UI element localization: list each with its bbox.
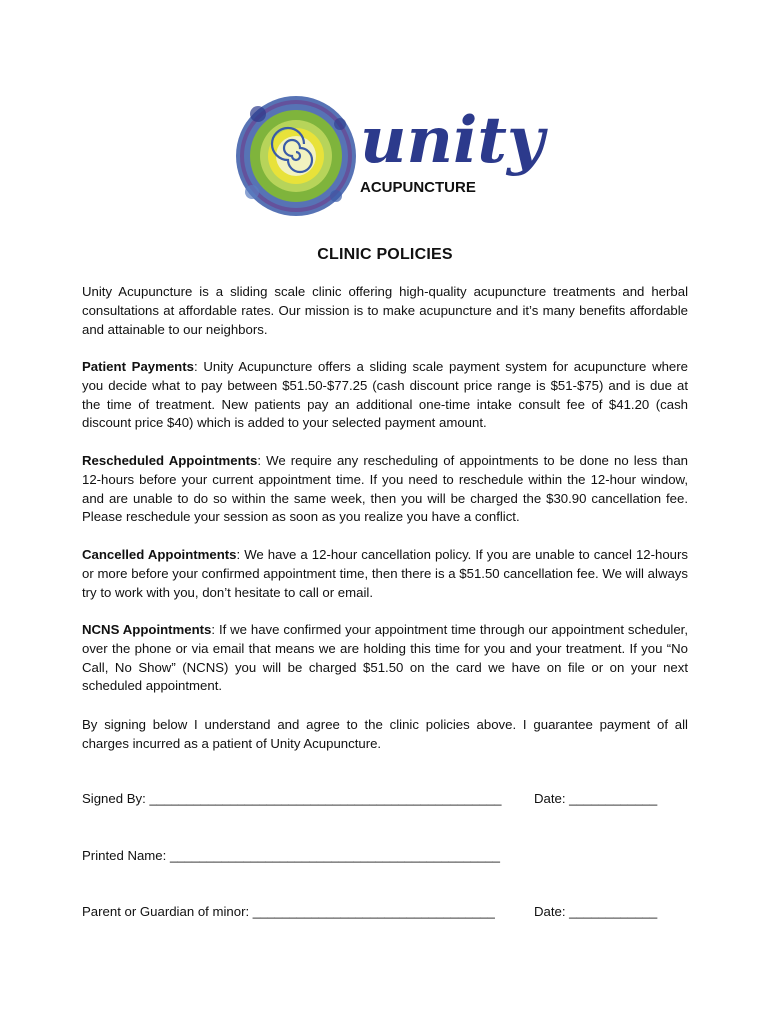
printed-name-field[interactable]: Printed Name: _____________________________________________ bbox=[82, 848, 500, 863]
ncns-text: : If we have confirmed your appointment time through our appointment scheduler, over the phone or via email that means we are holding this time for you and your treatment. If you “No Call, No Show” (NCNS) you will be charged $51.50 on the card we have on file or on your next scheduled appointment. bbox=[82, 622, 688, 694]
logo-subtitle: ACUPUNCTURE bbox=[360, 179, 476, 196]
rescheduled-text: : We require any rescheduling of appointments to be done no less than 12-hours before your current appointment time. If you need to reschedule within the 12-hour window, and are unable to do so within the same week, then you will be charged the $30.90 cancellation fee. Please reschedule your session as soon as you realize you have a conflict. bbox=[82, 453, 688, 525]
payments-section bbox=[82, 358, 688, 433]
logo-graphic bbox=[228, 84, 548, 224]
ncns-section bbox=[82, 621, 688, 696]
rescheduled-section bbox=[82, 452, 688, 527]
payments-text: : Unity Acupuncture offers a sliding scale payment system for acupuncture where you decide what to pay between $51.50-$77.25 (cash discount price range is $51-$75) and is due at the time of treatment. New patients pay an additional one-time intake consult fee of $41.20 (cash discount price $40) which is added to your selected payment amount. bbox=[82, 359, 688, 431]
page-title: CLINIC POLICIES bbox=[317, 246, 453, 263]
signed-by-field[interactable]: Signed By: ________________________________________________ bbox=[82, 791, 502, 806]
guardian-date-field[interactable]: Date: ____________ bbox=[534, 904, 658, 919]
guardian-signature-field[interactable]: Parent or Guardian of minor: _________________________________ bbox=[82, 904, 495, 919]
signed-date-field[interactable]: Date: ____________ bbox=[534, 791, 658, 806]
cancelled-section bbox=[82, 546, 688, 602]
ncns-heading: NCNS Appointments bbox=[82, 622, 212, 637]
cancelled-heading: Cancelled Appointments bbox=[82, 547, 237, 562]
logo-wordmark: unity bbox=[360, 103, 545, 178]
mandala-icon bbox=[236, 96, 356, 216]
unity-acupuncture-logo bbox=[228, 84, 548, 224]
cancelled-text: : We have a 12-hour cancellation policy. If you are unable to cancel 12-hours or more before your confirmed appointment time, then there is a $51.50 cancellation fee. We will always try to work with you, don’t hesitate to call or email. bbox=[82, 547, 689, 600]
payments-heading: Patient Payments bbox=[82, 359, 194, 374]
agreement-paragraph: By signing below I understand and agree to the clinic policies above. I guarantee payment of all charges incurred as a patient of Unity Acupuncture. bbox=[82, 717, 688, 751]
rescheduled-heading: Rescheduled Appointments bbox=[82, 453, 258, 468]
intro-paragraph: Unity Acupuncture is a sliding scale clinic offering high-quality acupuncture treatments and herbal consultations at affordable rates. Our mission is to make acupuncture and it’s many benefits affordable and attainable to our neighbors. bbox=[82, 284, 688, 337]
